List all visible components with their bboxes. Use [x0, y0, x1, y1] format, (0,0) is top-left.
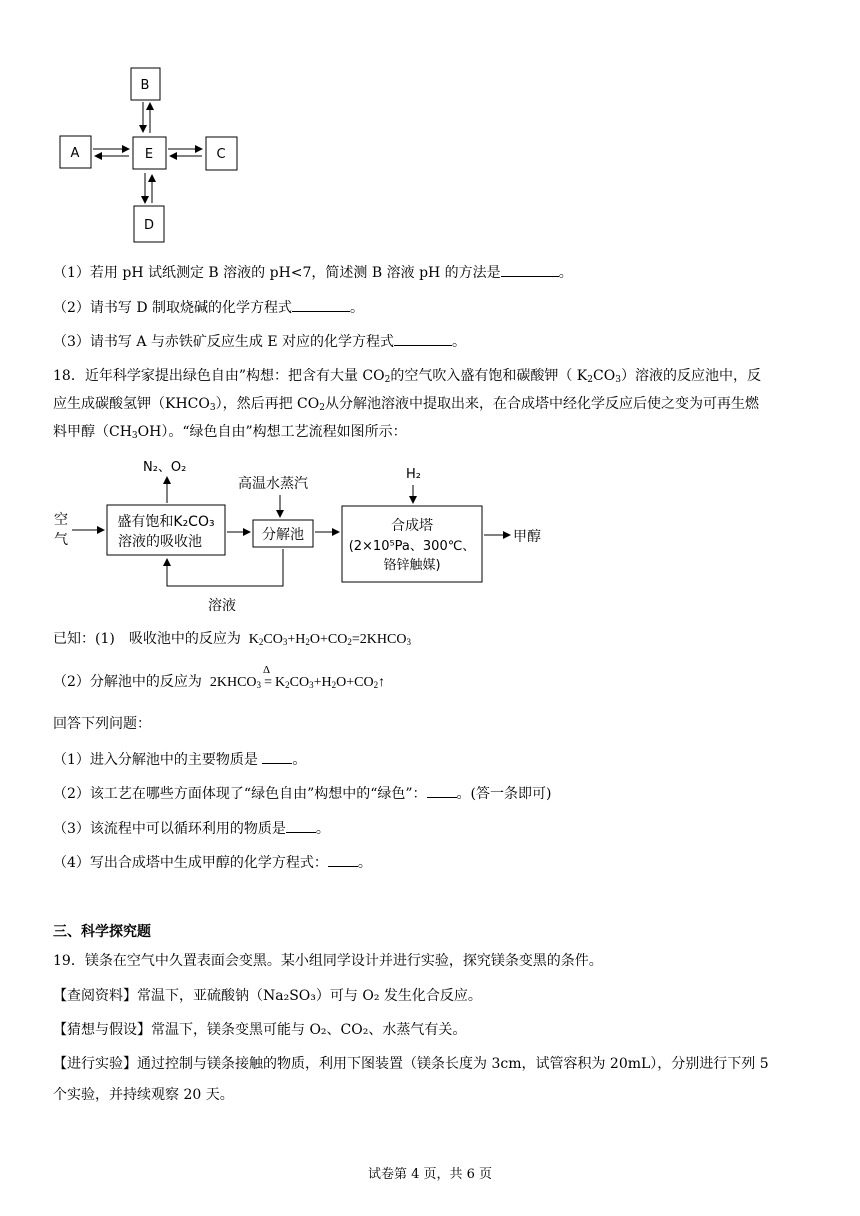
q18-text: 从分解池溶液中提取出来，在合成塔中经化学反应后使之变为可再生燃	[324, 396, 759, 412]
q18-part3-text: （3）该流程中可以循环利用的物质是	[53, 821, 286, 837]
period: 。	[357, 855, 372, 871]
q18-text: 料甲醇（CH	[53, 424, 132, 440]
air-label: 空气	[54, 512, 68, 548]
node-b-label: B	[140, 78, 150, 93]
solution-label: 溶液	[208, 598, 236, 614]
h2-label: H₂	[406, 467, 421, 482]
q18-part1-text: （1）进入分解池中的主要物质是	[53, 752, 258, 768]
period: 。	[452, 334, 467, 350]
q19-experiment	[53, 1054, 769, 1074]
known-reaction-2	[53, 664, 386, 693]
decomposer-label: 分解池	[262, 527, 304, 543]
answer-blank[interactable]	[427, 783, 457, 798]
absorber-equation: $K_2CO_3+H_2O+CO_2=2KHCO_3$	[245, 632, 411, 647]
q19-hypothesis	[53, 1020, 466, 1040]
answer-prompt: 回答下列问题：	[53, 716, 151, 732]
answer-blank[interactable]	[328, 852, 358, 867]
tower-label-3: 铬锌触媒)	[383, 558, 441, 573]
info-text: 常温下，亚硫酸钠（Na₂SO₃）可与 O₂ 发生化合反应。	[137, 988, 482, 1004]
node-a-label: A	[70, 146, 80, 161]
node-e-label: E	[144, 147, 154, 162]
answer-blank[interactable]	[292, 297, 350, 312]
q17-part3-text: （3）请书写 A 与赤铁矿反应生成 E 对应的化学方程式	[53, 334, 395, 350]
q17-part1-text: （1）若用 pH 试纸测定 B 溶液的 pH<7，简述测 B 溶液 pH 的方法是	[53, 265, 501, 281]
hypothesis-tag: 【猜想与假设】	[53, 1022, 151, 1038]
period: 。	[558, 265, 573, 281]
known2-label: （2）分解池中的反应为	[53, 674, 202, 690]
q17-part2-text: （2）请书写 D 制取烧碱的化学方程式	[53, 300, 293, 316]
green-freedom-flow-diagram	[50, 455, 560, 620]
q19-experiment-cont: 个实验，并持续观察 20 天。	[53, 1087, 234, 1103]
hypothesis-text: 常温下，镁条变黑可能与 O₂、CO₂、水蒸气有关。	[151, 1022, 467, 1038]
q18-intro: 18．近年科学家提出绿色自由”构想：把含有大量 $CO_2$的空气吹入盛有饱和碳酸钾（ $K_2CO_3$）溶液的反应池中，反 应生成碳酸氢钾$(KHCO_3)$，然后再把 $CO_2$从分解池溶液中提取出来，在合成塔中经化学反应后使之变为可再生燃 料甲醇$(CH_3OH)$。“绿色自由”构想工艺流程如图所示：	[53, 368, 761, 441]
tower-label-1: 合成塔	[391, 518, 433, 534]
known-reaction-1	[53, 629, 411, 650]
q18-part2-text: （2）该工艺在哪些方面体现了“绿色自由”构想中的“绿色”：	[53, 786, 427, 802]
q17-part3	[53, 331, 466, 352]
node-d-label: D	[143, 218, 155, 233]
q18-part2-tail: 。(答一条即可)	[456, 786, 552, 802]
tower-label-2: (2×10⁵Pa、300℃、	[348, 539, 476, 554]
q17-part2	[53, 297, 364, 318]
q19-info	[53, 986, 482, 1006]
period: 。	[292, 752, 307, 768]
q18-part2	[53, 783, 551, 804]
q18-text: 的空气吹入盛有饱和碳酸钾（ K	[390, 368, 588, 384]
decomposer-equation: $2KHCO_3$ Δ = $K_2CO_3+H_2O+CO_2↑$	[206, 664, 386, 690]
absorber-label-2: 溶液的吸收池	[118, 534, 202, 550]
info-tag: 【查阅资料】	[53, 988, 137, 1004]
q18-part4-text: （4）写出合成塔中生成甲醇的化学方程式：	[53, 855, 328, 871]
n2-o2-label: N₂、O₂	[143, 460, 187, 475]
section-title: 三、科学探究题	[53, 924, 151, 940]
answer-blank[interactable]	[262, 749, 292, 764]
q18-part3	[53, 818, 330, 839]
node-c-label: C	[216, 147, 226, 162]
absorber-label-1: 盛有饱和K₂CO₃	[117, 514, 215, 530]
element-relation-diagram	[55, 65, 245, 247]
methanol-label: 甲醇	[513, 529, 541, 545]
steam-label: 高温水蒸汽	[238, 476, 308, 492]
experiment-text: 通过控制与镁条接触的物质，利用下图装置（镁条长度为 3cm，试管容积为 20mL），分别进行下列 5	[137, 1056, 769, 1072]
q18-text: OH）。“绿色自由”构想工艺流程如图所示：	[137, 424, 407, 440]
q18-part4	[53, 852, 372, 873]
q18-text: 18．近年科学家提出绿色自由”构想：把含有大量 CO	[53, 368, 385, 384]
q18-part1	[53, 749, 306, 770]
answer-blank[interactable]	[286, 818, 316, 833]
answer-blank[interactable]	[501, 262, 559, 277]
q18-text: ）溶液的反应池中，反	[620, 368, 761, 384]
q18-text: 应生成碳酸氢钾（KHCO	[53, 396, 210, 412]
q17-part1	[53, 262, 573, 283]
period: 。	[315, 821, 330, 837]
answer-blank[interactable]	[394, 331, 452, 346]
page-footer: 试卷第 4 页，共 6 页	[367, 1167, 493, 1182]
q18-text: ），然后再把 CO	[215, 396, 320, 412]
period: 。	[350, 300, 365, 316]
q19-stem: 19．镁条在空气中久置表面会变黑。某小组同学设计并进行实验，探究镁条变黑的条件。	[53, 953, 603, 969]
known1-label: 已知：(1) 吸收池中的反应为	[53, 631, 241, 647]
experiment-tag: 【进行实验】	[53, 1056, 137, 1072]
q18-text: CO	[593, 368, 616, 384]
